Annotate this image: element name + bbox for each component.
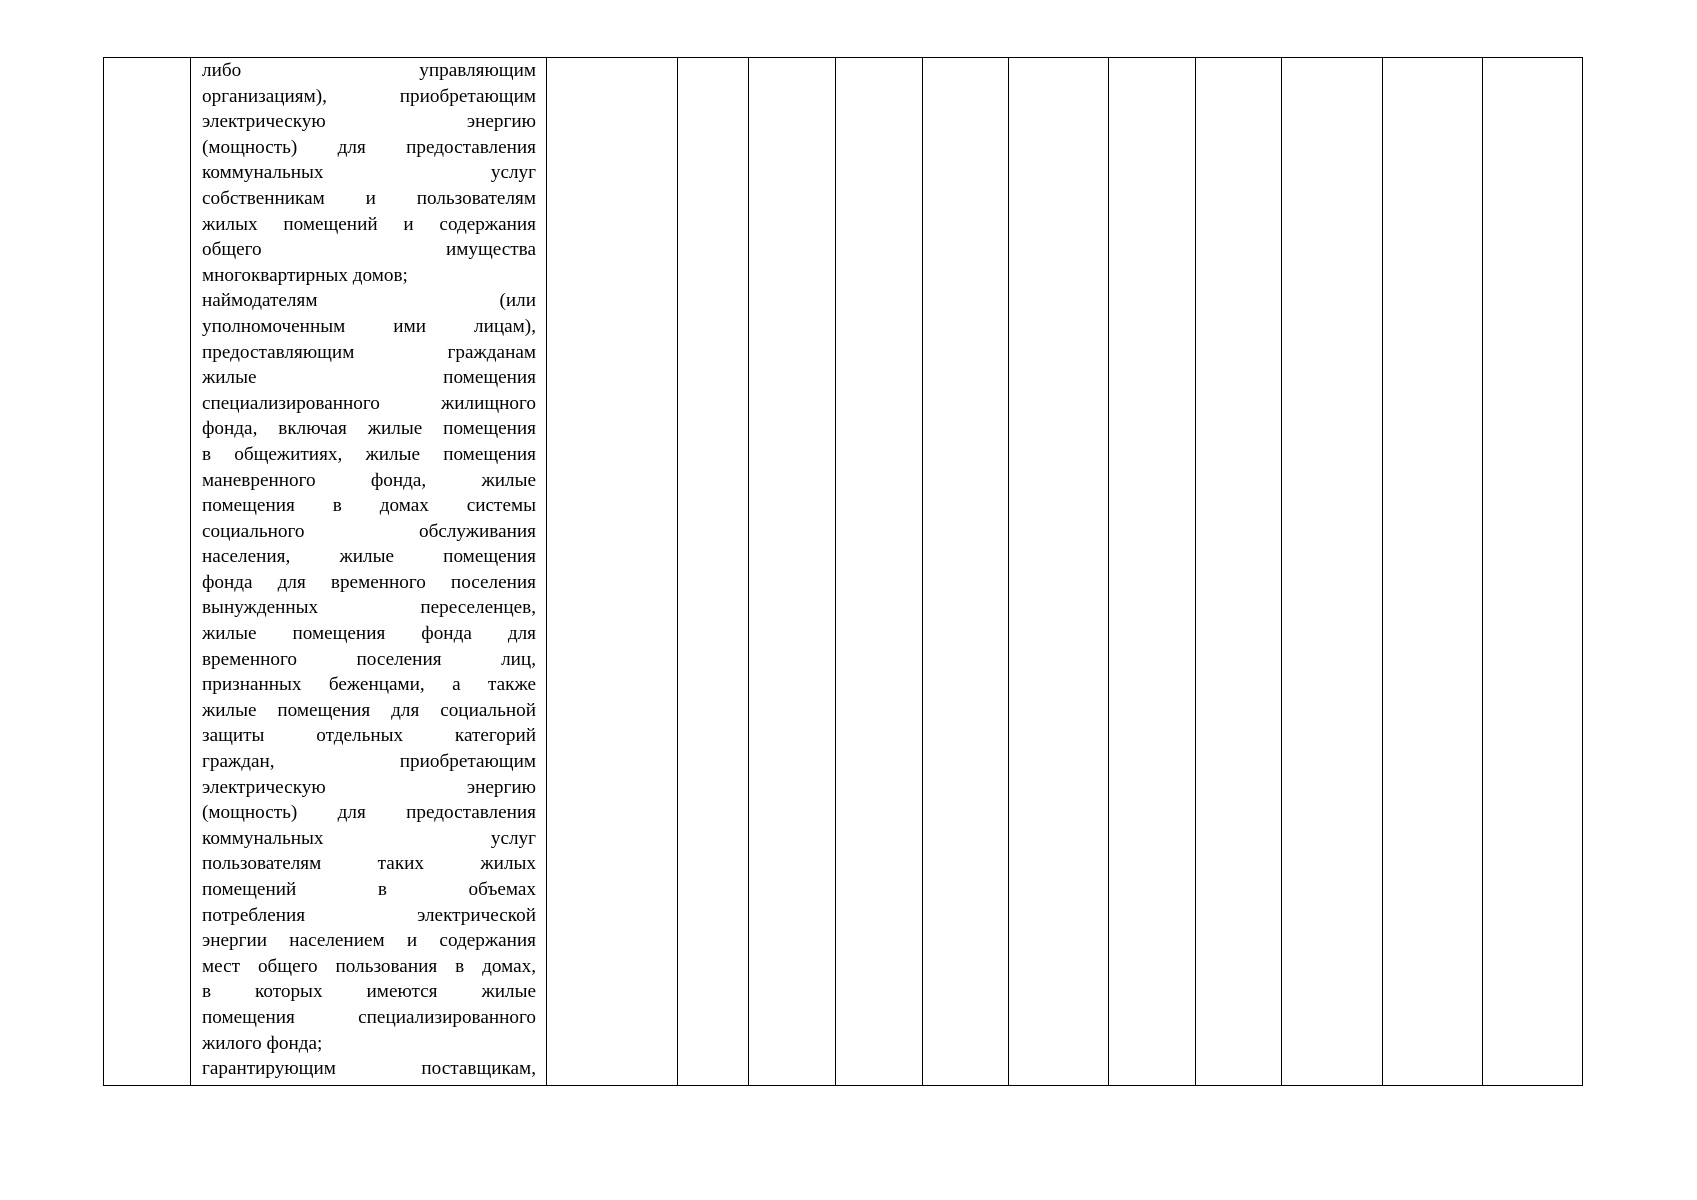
table-cell [749,58,836,1086]
text-line: (мощность) для предоставления [202,136,536,158]
text-line: жилого фонда; [202,1032,323,1054]
text-line: общего имущества [202,239,536,261]
text-line: фонда для временного поселения [202,571,536,593]
text-line: помещения в домах системы [202,495,536,517]
text-line: в которых имеются жилые [202,981,536,1003]
text-line: либо управляющим [202,60,536,81]
text-line: пользователям таких жилых [202,853,536,875]
text-line: (мощность) для предоставления [202,802,536,824]
table-cell-number [104,58,191,1086]
text-line: жилые помещения фонда для [202,623,536,645]
table-cell-description [191,58,547,1086]
text-line: защиты отдельных категорий [202,725,536,747]
text-line: коммунальных услуг [202,827,536,849]
text-line: потребления электрической [202,904,536,926]
text-line: жилые помещения [202,367,536,389]
text-line: в общежитиях, жилые помещения [202,443,536,465]
table-cell [678,58,749,1086]
text-line: жилые помещения для социальной [202,699,536,721]
table-cell [1109,58,1196,1086]
table-cell [1483,58,1583,1086]
text-line: населения, жилые помещения [202,546,536,568]
table-cell [1383,58,1483,1086]
text-line: электрическую энергию [202,776,536,798]
text-line: уполномоченным ими лицам), [202,315,536,337]
text-line: энергии населением и содержания [202,930,536,952]
text-line: предоставляющим гражданам [202,341,536,363]
text-line: граждан, приобретающим [202,751,536,773]
text-line: коммунальных услуг [202,162,536,184]
table-cell [1282,58,1383,1086]
table-cell [1009,58,1109,1086]
text-line: электрическую энергию [202,111,536,133]
text-line: помещений в объемах [202,879,536,900]
text-line: признанных беженцами, а также [202,674,536,696]
description-text [202,58,536,1082]
text-line: временного поселения лиц, [202,648,536,670]
text-line: многоквартирных домов; [202,264,408,286]
text-line: наймодателям (или [202,290,536,312]
text-line: вынужденных переселенцев, [202,597,536,619]
text-line: фонда, включая жилые помещения [202,418,536,440]
text-line: собственникам и пользователям [202,187,536,209]
table-row [104,58,1583,1086]
table-cell [1196,58,1282,1086]
text-line: социального обслуживания [202,520,536,542]
text-line: маневренного фонда, жилые [202,469,536,491]
text-line: специализированного жилищного [202,392,536,414]
table-cell [923,58,1009,1086]
text-line: помещения специализированного [202,1006,536,1028]
tariff-table [103,57,1583,1086]
text-line: организациям), приобретающим [202,85,536,107]
text-line: мест общего пользования в домах, [202,955,536,977]
text-line: гарантирующим поставщикам, [202,1058,536,1080]
text-line: жилых помещений и содержания [202,213,536,235]
table-cell [547,58,678,1086]
table-cell [836,58,923,1086]
